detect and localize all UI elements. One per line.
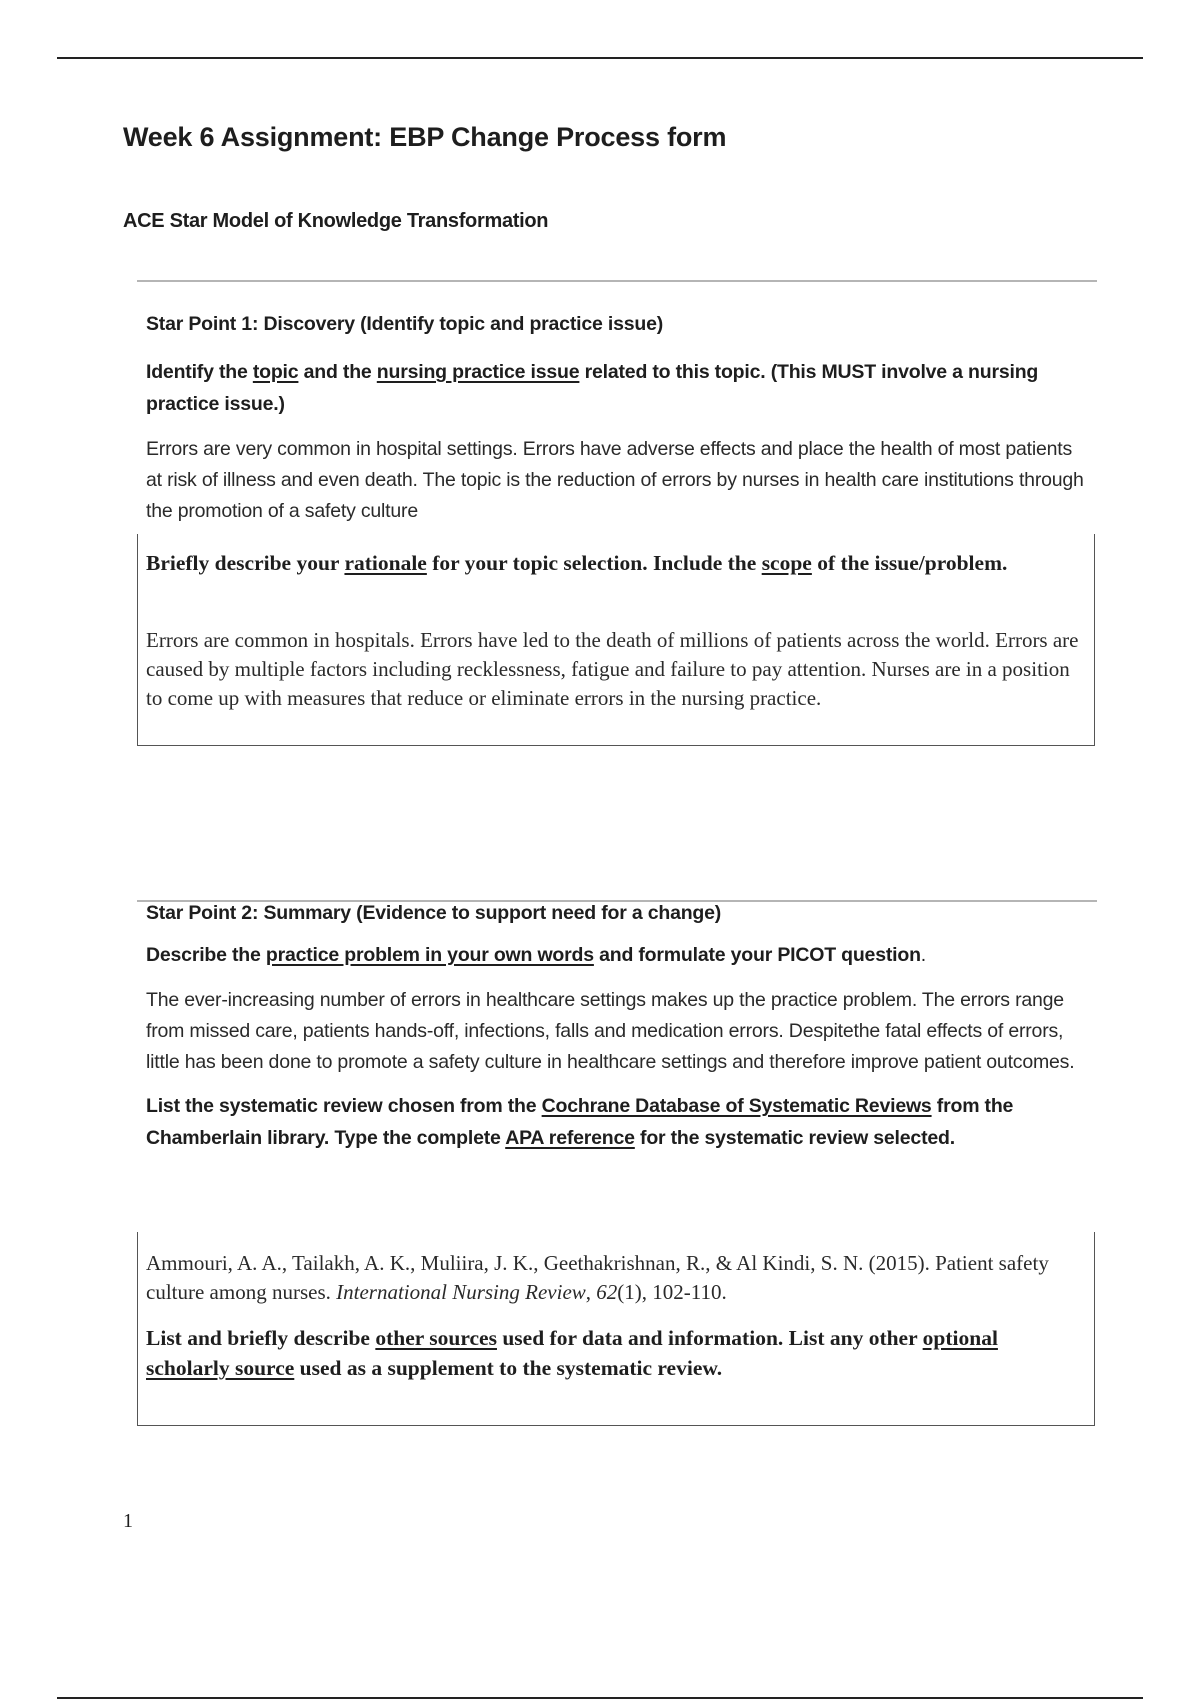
star-point-1-answer[interactable]: Errors are very common in hospital settings. Errors have adverse effects and place the health of most patients at risk of illness and even death. The topic is the reduction of errors by nurses in health care institutions through the promotion of a safety culture (146, 438, 1084, 522)
rationale-underline: rationale (344, 551, 427, 575)
scope-underline: scope (761, 551, 812, 575)
document-subtitle: ACE Star Model of Knowledge Transformation (123, 210, 549, 232)
systematic-review-prompt: List the systematic review chosen from the Cochrane Database of Systematic Reviews from the Chamberlain library. Type the complete APA reference for the systematic review selected. (146, 1095, 1014, 1149)
other-sources-prompt: List and briefly describe other sources used for data and information. List any other optional scholarly source used as a supplement to the systematic review. (146, 1326, 998, 1380)
journal-volume: 62 (596, 1280, 618, 1304)
star-point-1-section (146, 313, 1090, 527)
star-point-2-heading: Star Point 2: Summary (Evidence to support need for a change) (146, 902, 722, 924)
topic-underline: topic (252, 361, 299, 383)
star-point-2-prompt: Describe the practice problem in your own words and formulate your PICOT question. (146, 944, 926, 966)
star-point-2-section (146, 902, 1090, 1154)
other-sources-underline: other sources (375, 1326, 497, 1350)
star-point-1-heading: Star Point 1: Discovery (Identify topic and practice issue) (146, 313, 664, 335)
optional-scholarly-source-underline: optional scholarly source (146, 1326, 998, 1380)
nursing-practice-issue-underline: nursing practice issue (376, 361, 580, 383)
reference-box (137, 1232, 1095, 1426)
apa-reference-underline: APA reference (505, 1127, 635, 1149)
page-number: 1 (123, 1510, 133, 1532)
section-separator-1 (137, 280, 1097, 282)
apa-reference-text[interactable]: Ammouri, A. A., Tailakh, A. K., Muliira, J. K., Geethakrishnan, R., & Al Kindi, S. N. (2015). Patient safety culture among nurses. International Nursing Review, 62(1), 102-110. (146, 1251, 1049, 1304)
cochrane-database-underline: Cochrane Database of Systematic Reviews (541, 1095, 932, 1117)
journal-name: International Nursing Review (336, 1280, 586, 1304)
rationale-answer[interactable]: Errors are common in hospitals. Errors have led to the death of millions of patients across the world. Errors are caused by multiple factors including recklessness, fatigue and failure to pay attention. Nurses are in a position to come up with measures that reduce or eliminate errors in the nursing practice. (146, 628, 1079, 710)
star-point-2-answer[interactable]: The ever-increasing number of errors in healthcare settings makes up the practice problem. The errors range from missed care, patients hands-off, infections, falls and medication errors. Despitethe fatal effects of errors, little has been done to promote a safety culture in healthcare settings and therefore improve patient outcomes. (146, 989, 1075, 1073)
document-title: Week 6 Assignment: EBP Change Process form (123, 122, 727, 152)
practice-problem-underline: practice problem in your own words (265, 944, 594, 966)
top-rule (57, 57, 1143, 59)
bottom-rule (57, 1697, 1143, 1699)
rationale-box (137, 534, 1095, 746)
rationale-prompt: Briefly describe your rationale for your topic selection. Include the scope of the issue/problem. (146, 551, 1008, 575)
star-point-1-prompt: Identify the topic and the nursing practice issue related to this topic. (This MUST involve a nursing practice issue.) (146, 361, 1039, 415)
